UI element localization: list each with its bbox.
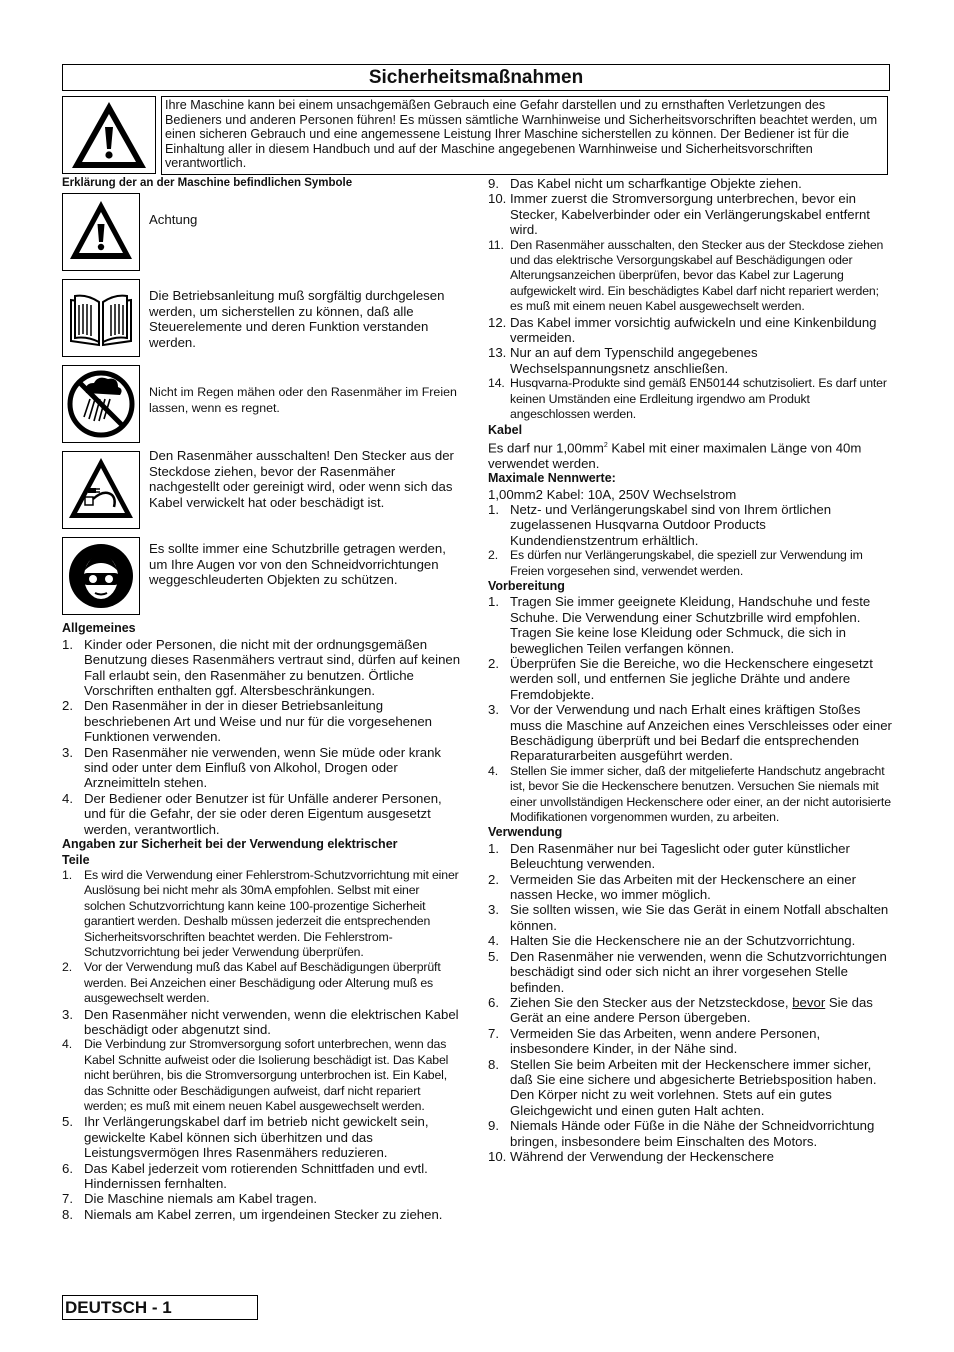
list-number: 7. bbox=[62, 1191, 73, 1207]
list-number: 3. bbox=[488, 902, 499, 918]
list-item bbox=[488, 656, 892, 702]
list-item-text: Den Rasenmäher nie verwenden, wenn Sie müde oder krank sind oder unter dem Einfluß von Alkohol, Drogen oder Arzneimitteln stehen. bbox=[84, 744, 441, 791]
list-item bbox=[488, 548, 892, 579]
symbol-text: Es sollte immer eine Schutzbrille getragen werden, um Ihre Augen vor von den Schneidvorrichtungen weggeschleuderten Objekten zu schützen. bbox=[149, 541, 446, 588]
warning-triangle-icon bbox=[62, 193, 140, 271]
list-item bbox=[62, 745, 462, 791]
verwendung-list bbox=[488, 841, 892, 1165]
list-number: 3. bbox=[62, 1006, 73, 1022]
list-number: 1. bbox=[62, 867, 72, 882]
symbol-text: Nicht im Regen mähen oder den Rasenmäher im Freien lassen, wenn es regnet. bbox=[149, 385, 457, 415]
list-number: 5. bbox=[62, 1114, 73, 1130]
list-item-text: Netz- und Verlängerungskabel sind von Ihrem örtlichen zugelassenen Husqvarna Outdoor Products Kundendienstzentrum erhältlich. bbox=[510, 501, 832, 548]
list-item bbox=[488, 702, 892, 764]
list-item bbox=[488, 1149, 892, 1164]
list-item bbox=[62, 1207, 462, 1222]
list-number: 7. bbox=[488, 1025, 499, 1041]
no-rain-icon bbox=[62, 365, 140, 443]
list-item-text: Der Bediener oder Benutzer ist für Unfälle anderer Personen, und für die Gefahr, der sie oder deren Eigentum ausgesetzt werden, verantwortlich. bbox=[84, 790, 442, 837]
list-item-text: Ihr Verlängerungskabel darf im betrieb nicht gewickelt sein, gewickelte Kabel können sich überhitzen und das Leistungsvermögen Ihres Rasenmähers reduzieren. bbox=[84, 1114, 429, 1161]
symbol-text: Achtung bbox=[149, 212, 198, 228]
list-item bbox=[488, 502, 892, 548]
symbol-row bbox=[62, 193, 462, 271]
list-item bbox=[62, 868, 462, 960]
list-number: 2. bbox=[488, 655, 499, 671]
list-item-text: Das Kabel nicht um scharfkantige Objekte ziehen. bbox=[510, 176, 802, 191]
symbol-text: Den Rasenmäher ausschalten! Den Stecker aus der Steckdose ziehen, bevor der Rasenmäher nachgestellt oder gereinigt wird, oder wenn sich das Kabel verwickelt hat oder beschädigt ist. bbox=[149, 448, 454, 510]
list-number: 10. bbox=[488, 1148, 507, 1164]
list-item-text: Husqvarna-Produkte sind gemäß EN50144 schutzisoliert. Es darf unter keinen Umständen eine Erdleitung irgendwo am Produkt angeschlossen werden. bbox=[510, 376, 887, 422]
list-item bbox=[488, 345, 892, 376]
list-item bbox=[62, 1161, 462, 1192]
list-item bbox=[488, 315, 892, 346]
list-item-text: Vor der Verwendung muß das Kabel auf Beschädigungen überprüft werden. Bei Anzeichen einer Beschädigung oder Alterung muß es ausgewechselt werden. bbox=[84, 960, 441, 1006]
list-item-text: Es dürfen nur Verlängerungskabel, die speziell zur Verwendung im Freien vorgesehen sind, verwendet werden. bbox=[510, 548, 863, 578]
list-item-text: Den Rasenmäher nie verwenden, wenn die Schutzvorrichtungen beschädigt sind oder sich nicht an ihrer vorgesehen Stelle befinden. bbox=[510, 948, 887, 995]
list-item-text: Ziehen Sie den Stecker aus der Netzsteckdose, bbox=[510, 994, 793, 1010]
list-item-text: Den Rasenmäher nicht verwenden, wenn die elektrischen Kabel beschädigt oder abgenutzt sind. bbox=[84, 1006, 459, 1037]
list-item bbox=[488, 933, 892, 948]
elektrisch-list bbox=[62, 868, 462, 1222]
kabel-text-b: Kabel mit einer maximalen Länge von 40m verwendet werden. bbox=[488, 440, 862, 471]
list-item-text: Vermeiden Sie das Arbeiten, wenn andere Personen, insbesondere Kinder, in der Nähe sind. bbox=[510, 1025, 821, 1057]
list-number: 14. bbox=[488, 376, 505, 391]
list-item-text: Niemals Hände oder Füße in die Nähe der Schneidvorrichtung bringen, insbesondere beim Einschalten des Motors. bbox=[510, 1118, 875, 1149]
list-number: 11. bbox=[488, 237, 504, 252]
vorbereitung-list bbox=[488, 594, 892, 825]
list-number: 9. bbox=[488, 1118, 499, 1134]
list-number: 2. bbox=[488, 871, 499, 887]
kabel-superscript: 2 bbox=[603, 441, 608, 449]
list-item-text: Vor der Verwendung und nach Erhalt eines kräftigen Stoßes muss die Maschine auf Anzeichen eines Verschleisses oder einer Beschädigung überprüft und bei Bedarf die entsprechenden Reparaturarbeiten ausgeführt werden. bbox=[510, 702, 892, 764]
warning-triangle-icon bbox=[62, 96, 156, 174]
list-item-text: Das Kabel immer vorsichtig aufwickeln und eine Kinkenbildung vermeiden. bbox=[510, 314, 877, 346]
list-item bbox=[488, 872, 892, 903]
list-item-text: Vermeiden Sie das Arbeiten mit der Heckenschere an einer nassen Hecke, wo immer möglich. bbox=[510, 871, 856, 903]
section-heading-vorbereitung: Vorbereitung bbox=[488, 578, 565, 593]
unplug-warning-icon bbox=[62, 451, 140, 529]
list-item-text: Sie das Gerät an eine andere Person übergeben. bbox=[510, 994, 873, 1026]
allgemeines-list bbox=[62, 637, 462, 837]
list-item-text: Tragen Sie immer geeignete Kleidung, Handschuhe und feste Schuhe. Die Verwendung einer Schutzbrille wird empfohlen. Tragen Sie keine lose Kleidung oder Schmuck, die sich in beweglichen Teilen verfangen können. bbox=[510, 594, 871, 656]
list-number: 2. bbox=[62, 698, 73, 714]
list-item-text: Die Maschine niemals am Kabel tragen. bbox=[84, 1191, 318, 1207]
list-item bbox=[488, 902, 892, 933]
list-item-text: Es wird die Verwendung einer Fehlerstrom-Schutzvorrichtung mit einer Auslösung bei nicht mehr als 30mA empfohlen. Selbst mit einer solchen Schutzvorrichtung kann keine 100-prozentige Sicherheit garantiert werden. Deshalb müssen jederzeit die entsprechenden Sicherheitsvorschriften beachtet werden. Die Fehlerstrom-Schutzvorrichtung bei jeder Verwendung überprüfen. bbox=[84, 867, 459, 959]
manual-book-icon bbox=[62, 279, 140, 357]
list-item-text: Stellen Sie immer sicher, daß der mitgelieferte Handschutz angebracht ist, bevor Sie die Heckenschere benutzen. Versuchen Sie niemals mit einer unvollständigen Heckenschere oder einer, an der nicht autorisierte Modifikationen vorgenommen wurden, zu arbeiten. bbox=[510, 763, 891, 825]
list-item-text: Den Rasenmäher ausschalten, den Stecker aus der Steckdose ziehen und das elektrische Versorgungskabel auf Beschädigungen oder Alterungsanzeichen überprüfen, bevor das Kabel zur Lagerung aufgewickelt wird. Ein beschädigtes Kabel darf nicht repariert werden; es muß mit einem neuen Kabel ausgewechselt werden. bbox=[510, 237, 884, 314]
list-number: 1. bbox=[62, 636, 73, 652]
list-item-text: Während der Verwendung der Heckenschere bbox=[510, 1148, 774, 1164]
list-item-text: Den Rasenmäher nur bei Tageslicht oder guter künstlicher Beleuchtung verwenden. bbox=[510, 840, 850, 872]
list-item bbox=[488, 1118, 892, 1149]
section-heading-kabel: Kabel bbox=[488, 422, 523, 437]
symbol-row bbox=[62, 448, 462, 529]
section-heading-allgemeines: Allgemeines bbox=[62, 621, 136, 636]
list-number: 1. bbox=[488, 594, 499, 610]
symbols-heading: Erklärung der an der Maschine befindlichen Symbole bbox=[62, 177, 353, 189]
list-item bbox=[62, 791, 462, 837]
list-number: 3. bbox=[488, 702, 499, 718]
symbol-row bbox=[62, 537, 462, 615]
list-number: 4. bbox=[62, 790, 73, 806]
list-number: 13. bbox=[488, 345, 507, 361]
section-heading-elektrisch: Angaben zur Sicherheit bei der Verwendung elektrischer Teile bbox=[62, 837, 398, 867]
list-number: 9. bbox=[488, 176, 499, 191]
list-number: 2. bbox=[62, 960, 72, 975]
section-heading-verwendung: Verwendung bbox=[488, 825, 563, 840]
symbol-row bbox=[62, 279, 462, 357]
list-item bbox=[488, 191, 892, 237]
list-number: 1. bbox=[488, 501, 499, 517]
list-item-text: Das Kabel jederzeit vom rotierenden Schnittfaden und evtl. Hindernissen fernhalten. bbox=[84, 1160, 428, 1192]
list-item-text: Halten Sie die Heckenschere nie an der Schutzvorrichtung. bbox=[510, 933, 856, 949]
left-column bbox=[62, 176, 462, 1222]
list-number: 4. bbox=[488, 933, 499, 949]
intro-text: Ihre Maschine kann bei einem unsachgemäßen Gebrauch eine Gefahr darstellen und zu ernsthaften Verletzungen des Bedieners und anderen Personen führen! Es müssen sämtliche Warnhinweise und Sicherheitsvorschriften beachtet werden, um einen sicheren Gebrauch und eine angemessene Leistung Ihrer Maschine sicherstellen zu können. Der Bediener ist für die Einhaltung aller in diesem Handbuch und auf der Maschine angegebenen Warnhinweise und Sicherheitsvorschriften verantwortlich. bbox=[161, 96, 888, 175]
list-number: 1. bbox=[488, 840, 499, 856]
list-item bbox=[62, 960, 462, 1006]
list-item bbox=[62, 1037, 462, 1114]
list-number: 8. bbox=[62, 1206, 73, 1222]
list-item-text: Sie sollten wissen, wie Sie das Gerät in einem Notfall abschalten können. bbox=[510, 902, 889, 933]
list-item-text: Die Verbindung zur Stromversorgung sofort unterbrechen, wenn das Kabel Schnitte aufweist oder die Isolierung beschädigt ist. Das Kabel nicht berühren, bis die Stromversorgung unterbrochen ist. Ein Kabel, das Schnitte oder Beschädigungen aufweist, darf nicht repariert werden; es muß mit einem neuen Kabel ausgewechselt werden. bbox=[84, 1037, 449, 1113]
list-number: 2. bbox=[488, 548, 498, 563]
list-item-text: Den Rasenmäher in der in dieser Betriebsanleitung beschriebenen Art und Weise und nur für die vorgesehenen Funktionen verwenden. bbox=[84, 698, 432, 745]
nennwerte-line: 1,00mm2 Kabel: 10A, 250V Wechselstrom bbox=[488, 486, 737, 502]
list-number: 10. bbox=[488, 191, 507, 207]
list-item bbox=[488, 949, 892, 995]
list-number: 6. bbox=[488, 994, 499, 1010]
list-item-text: Nur an auf dem Typenschild angegebenes Wechselspannungsnetz anschließen. bbox=[510, 345, 758, 376]
list-item bbox=[62, 637, 462, 699]
list-item-text: Niemals am Kabel zerren, um irgendeinen Stecker zu ziehen. bbox=[84, 1206, 443, 1222]
list-number: 4. bbox=[488, 763, 498, 778]
symbol-row bbox=[62, 365, 462, 443]
safety-goggles-icon bbox=[62, 537, 140, 615]
list-item bbox=[62, 1007, 462, 1038]
elektrisch-list-continued bbox=[488, 176, 892, 423]
list-item bbox=[488, 376, 892, 422]
page-footer: DEUTSCH - 1 bbox=[62, 1295, 258, 1320]
list-number: 12. bbox=[488, 314, 507, 330]
list-item bbox=[62, 698, 462, 744]
list-number: 8. bbox=[488, 1056, 499, 1072]
list-item bbox=[62, 1191, 462, 1206]
list-item-text: Überprüfen Sie die Bereiche, wo die Heckenschere eingesetzt werden soll, und entfernen Sie jegliche Drähte und andere Fremdobjekte. bbox=[510, 655, 873, 702]
list-item bbox=[488, 764, 892, 826]
list-number: 4. bbox=[62, 1037, 72, 1052]
nennwerte-list bbox=[488, 502, 892, 579]
list-item-text: Immer zuerst die Stromversorgung unterbrechen, bevor ein Stecker, Kabelverbinder oder ein Verlängerungskabel entfernt wird. bbox=[510, 191, 870, 238]
section-heading-nennwerte: Maximale Nennwerte: bbox=[488, 471, 616, 486]
list-item bbox=[488, 1026, 892, 1057]
list-item-text: Kinder oder Personen, die nicht mit der ordnungsgemäßen Benutzung dieses Rasenmähers vertraut sind, dürfen auf keinen Fall erlaubt sein, den Rasenmäher zu benutzen. Örtliche Vorschriften enthalten ggf. Altersbeschränkungen. bbox=[84, 636, 461, 699]
kabel-text-a: Es darf nur 1,00mm bbox=[488, 440, 604, 456]
list-item bbox=[62, 1114, 462, 1160]
list-item bbox=[488, 1057, 892, 1119]
list-item bbox=[488, 594, 892, 656]
right-column bbox=[488, 176, 892, 1164]
list-item bbox=[488, 841, 892, 872]
list-number: 3. bbox=[62, 744, 73, 760]
symbol-text: Die Betriebsanleitung muß sorgfältig durchgelesen werden, um sicherstellen zu können, daß alle Steuerelemente und deren Funktion verstanden werden. bbox=[149, 288, 445, 350]
page-title: Sicherheitsmaßnahmen bbox=[62, 64, 890, 91]
list-item bbox=[488, 995, 892, 1026]
list-item-underlined: bevor bbox=[792, 994, 826, 1010]
list-item bbox=[488, 176, 892, 191]
list-item-text: Stellen Sie beim Arbeiten mit der Heckenschere immer sicher, daß Sie eine sichere und abgesicherte Betriebsposition haben. Den Körper nicht zu weit vorlehnen. Stets auf ein gutes Gleichgewicht und einen guten Halt achten. bbox=[510, 1056, 877, 1118]
list-number: 5. bbox=[488, 948, 499, 964]
list-item bbox=[488, 238, 892, 315]
list-number: 6. bbox=[62, 1160, 73, 1176]
kabel-text bbox=[488, 438, 892, 471]
